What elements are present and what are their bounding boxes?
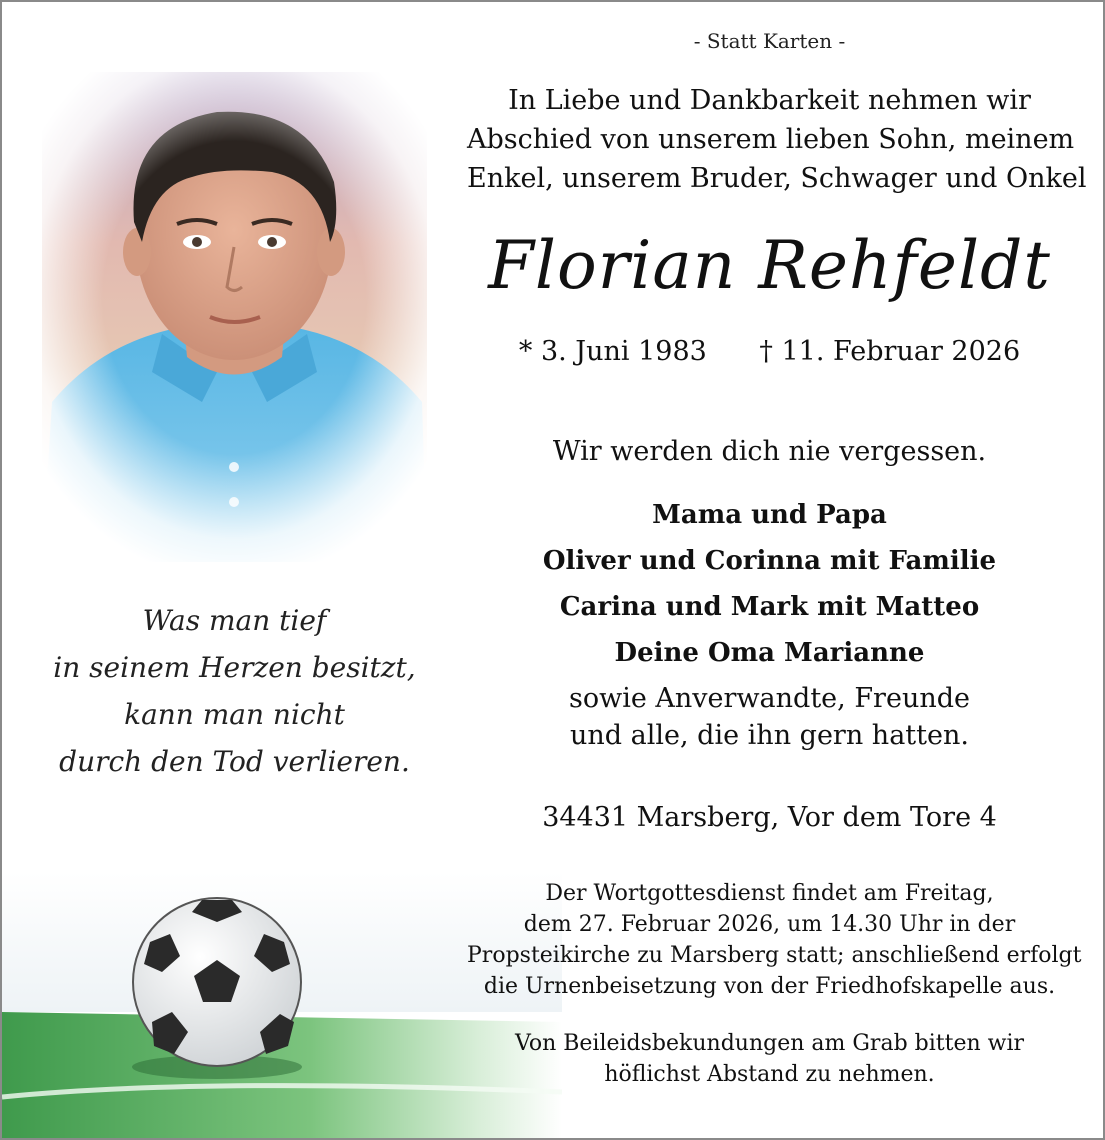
service-line: die Urnenbeisetzung von der Friedhofskapelle aus. — [483, 974, 1056, 999]
service-line: Der Wortgottesdienst findet am Freitag, — [545, 881, 994, 906]
family-address: 34431 Marsberg, Vor dem Tore 4 — [542, 802, 997, 833]
intro-text — [467, 81, 1087, 198]
quote-line: kann man nicht — [124, 698, 345, 731]
portrait-photo — [42, 72, 427, 562]
condolence-line: höflichst Abstand zu nehmen. — [604, 1062, 935, 1087]
quote-line: durch den Tod verlieren. — [59, 745, 410, 778]
service-line: Propsteikirche zu Marsberg statt; anschließend erfolgt — [467, 943, 1082, 968]
never-forget-line: Wir werden dich nie vergessen. — [552, 436, 987, 467]
portrait-image — [42, 72, 427, 562]
intro-line: Enkel, unserem Bruder, Schwager und Onkel — [467, 163, 1087, 194]
relatives-line: sowie Anverwandte, Freunde — [569, 683, 970, 714]
birth-date: * 3. Juni 1983 — [518, 336, 707, 367]
condolence-note — [467, 1028, 1072, 1090]
condolence-line: Von Beileidsbekundungen am Grab bitten wir — [514, 1031, 1025, 1056]
family-line: Deine Oma Marianne — [614, 638, 925, 668]
relatives-line: und alle, die ihn gern hatten. — [570, 720, 969, 751]
death-date: † 11. Februar 2026 — [759, 336, 1021, 367]
family-members — [467, 492, 1072, 676]
statt-karten-label: - Statt Karten - — [693, 29, 846, 53]
quote-line: in seinem Herzen besitzt, — [53, 651, 416, 684]
intro-line: Abschied von unserem lieben Sohn, meinem — [467, 124, 1075, 155]
family-line: Oliver und Corinna mit Familie — [542, 546, 997, 576]
intro-line: In Liebe und Dankbarkeit nehmen wir — [508, 85, 1031, 116]
family-line: Mama und Papa — [652, 500, 887, 530]
deceased-name: Florian Rehfeldt — [488, 227, 1051, 304]
service-line: dem 27. Februar 2026, um 14.30 Uhr in der — [523, 912, 1016, 937]
service-info — [467, 878, 1082, 1002]
family-line: Carina und Mark mit Matteo — [559, 592, 980, 622]
life-dates — [467, 336, 1072, 367]
memorial-quote — [42, 597, 427, 785]
relatives-text — [467, 680, 1072, 754]
quote-line: Was man tief — [142, 604, 327, 637]
